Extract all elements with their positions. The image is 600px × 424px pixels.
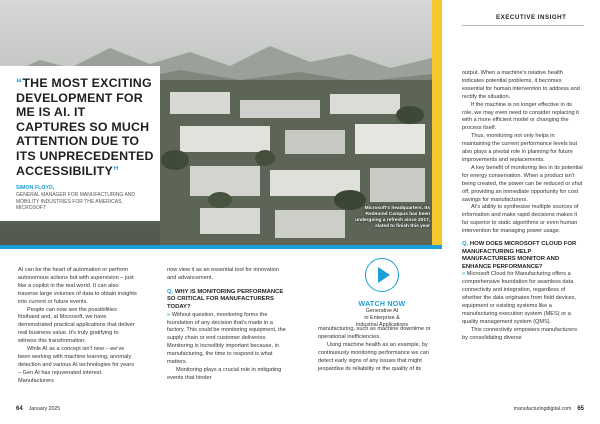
quote-body: THE MOST EXCITING DEVELOPMENT FOR ME IS AI. IT CAPTURES SO MUCH ATTENTION DUE TO ITS UNPRECEDENTED ACCESSIBILITY: [16, 76, 154, 178]
text-column-2: [167, 267, 287, 383]
paragraph: People can now see the possibilities firsthand and, at Microsoft, we have demonstrated practical applications that deliver real business value. It's truly gratifying to witness this transformation.: [18, 306, 135, 345]
answer-arrow: »: [167, 311, 171, 318]
question-text: HOW DOES MICROSOFT CLOUD FOR MANUFACTURING HELP MANUFACTURERS MONITOR AND ENHANCE PERFORMANCE?: [462, 241, 577, 270]
close-quote-mark: ”: [112, 163, 120, 178]
question-heading: [462, 241, 584, 271]
section-label: EXECUTIVE INSIGHT: [496, 14, 567, 21]
answer-arrow: »: [462, 271, 466, 278]
footer-left: [16, 406, 60, 412]
paragraph: now view it as an essential tool for innovation and advancement.: [167, 267, 279, 281]
paragraph: Thus, monitoring not only helps in maintaining the current performance levels but also plays a pivotal role in planning for future improvements and replacements.: [462, 133, 578, 163]
quote-author-name: SIMON FLOYD,: [16, 185, 55, 192]
paragraph: manufacturing, such as machine downtime or operational inefficiencies.: [318, 326, 431, 340]
video-title-line-3: Industrial Applications: [355, 321, 409, 328]
section-divider: [462, 25, 584, 26]
video-title-line-2: in Enterprise &: [364, 314, 400, 321]
yellow-accent-bar: [432, 0, 442, 245]
open-quote-mark: “: [16, 76, 23, 90]
paragraph: AI's ability to synthesise multiple sources of information and make rapid decisions makes it far superior to static algorithms or even human intervention for managing power usage.: [462, 204, 579, 235]
watch-now-video[interactable]: [330, 258, 434, 328]
paragraph: While AI as a concept isn't new – we've been working with machine learning, anomaly detection and various AI technologies for years – Gen AI has rejuvenated interest. Manufacturers: [18, 346, 134, 384]
footer-right: [514, 406, 584, 412]
paragraph: A key benefit of monitoring lies in its potential for energy conservation. When a product isn't being created, the power can be reduced or shut off, providing an immediate opportunity for cost savings for manufacturers.: [462, 164, 583, 203]
paragraph: If the machine is no longer effective in its role, we may even need to consider replacing it with a more efficient model or changing the process itself.: [462, 101, 579, 132]
pull-quote: [0, 66, 160, 221]
answer-text: Microsoft Cloud for Manufacturing offers a comprehensive foundation for seamless data connectivity and integration, regardless of whether the data originates from field devices, equipment or existing systems like a manufacturing execution system (MES) or a quality management system (QMS).: [462, 271, 577, 325]
text-column-1: [18, 267, 138, 386]
paragraph: [167, 312, 287, 367]
play-icon[interactable]: [365, 258, 399, 292]
text-column-3: [318, 326, 436, 373]
website-link[interactable]: manufacturingdigital.com: [513, 406, 572, 412]
paragraph: AI can be the heart of automation or perform autonomous actions but with supervision – just like a copilot in the real world. It can also traverse large volumes of data to obtain insights into current or future events.: [18, 267, 137, 305]
paragraph: This connectivity empowers manufacturers by consolidating diverse: [462, 326, 578, 341]
page-number-right: 65: [577, 406, 584, 412]
paragraph: Using machine health as an example, by continuously monitoring performance we can detect early signs of any issues that might jeopardise its reliability or the quality of its: [318, 341, 430, 372]
paragraph: [462, 271, 584, 326]
issue-date: January 2025: [28, 406, 61, 412]
pull-quote-text: [16, 76, 154, 178]
quote-author-role: GENERAL MANAGER FOR MANUFACTURING AND MOBILITY INDUSTRIES FOR THE AMERICAS, MICROSOFT: [16, 192, 135, 211]
photo-caption: Microsoft's headquarters. Its Redmond Campus has been undergoing a refresh since 2017, slated to finish this year: [355, 206, 430, 229]
question-text: WHY IS MONITORING PERFORMANCE SO CRITICAL FOR MANUFACTURERS TODAY?: [167, 288, 284, 310]
page-number-left: 64: [16, 406, 23, 412]
paragraph: Monitoring plays a crucial role in mitigating events that hinder: [167, 366, 282, 381]
paragraph: output. When a machine's relative health indicates potential problems, it becomes essential for human intervention to address and rectify the situation.: [462, 70, 580, 100]
text-column-4: [462, 70, 584, 343]
video-title-line-1: Generative AI: [365, 308, 399, 314]
watch-now-title: WATCH NOW: [358, 301, 406, 308]
question-heading: [167, 289, 287, 312]
question-mark-label: Q.: [462, 241, 469, 248]
blue-accent-bar: [0, 245, 442, 249]
answer-text: Without question, monitoring forms the foundation of any decision that's made in a factory. This could be monitoring equipment, the supply chain or end customer deliveries. Monitoring is incredibly important because, in manufacturing, the time to respond is what matters.: [167, 311, 286, 366]
question-mark-label: Q.: [167, 288, 174, 295]
